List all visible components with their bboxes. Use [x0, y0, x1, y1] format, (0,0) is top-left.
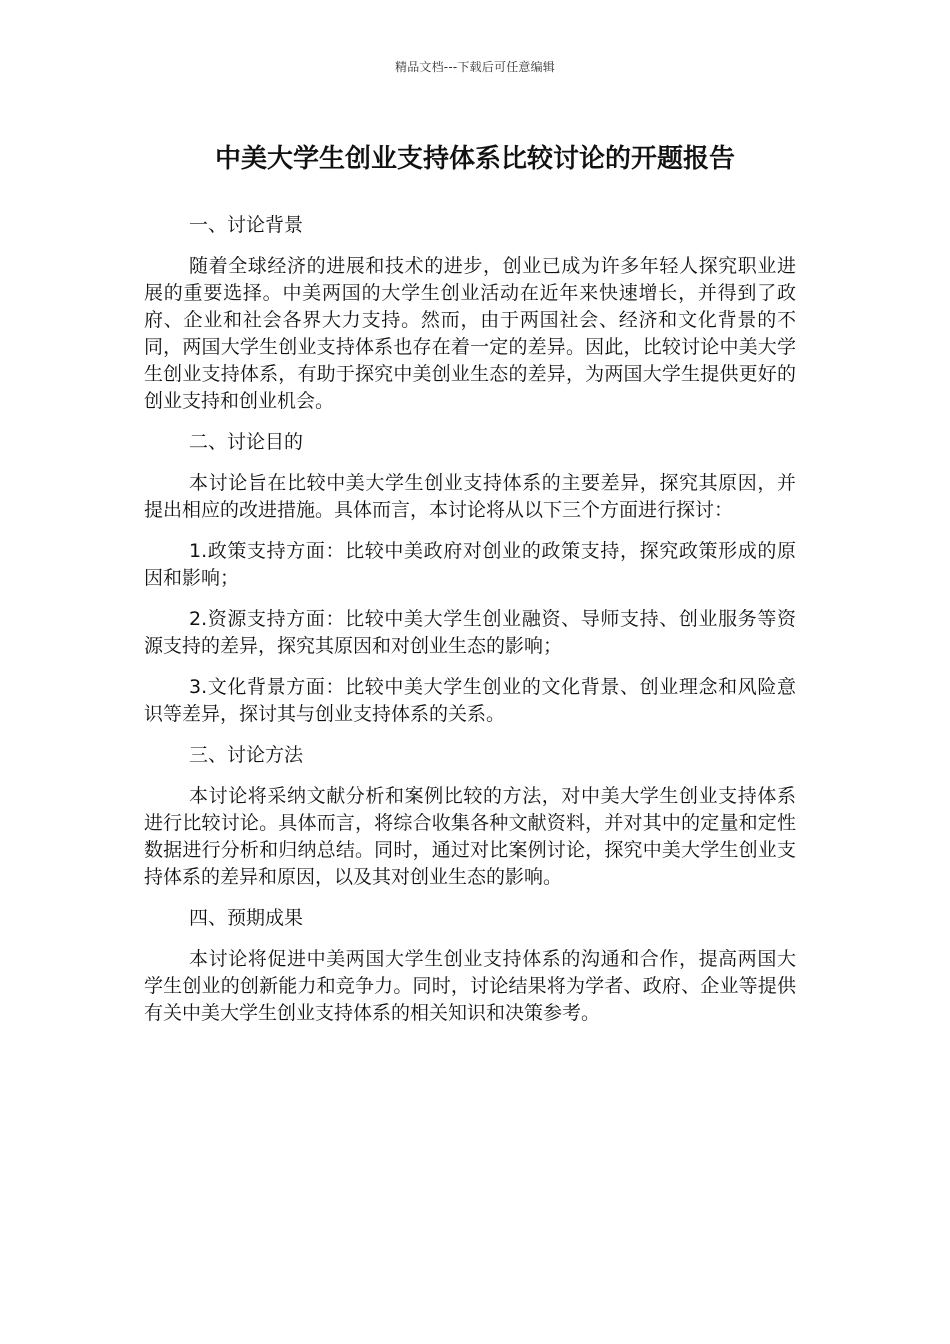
section-heading: 四、预期成果: [189, 907, 304, 929]
list-item: 3.文化背景方面：比较中美大学生创业的文化背景、创业理念和风险意识等差异，探讨其与创业支持体系的关系。: [144, 676, 796, 725]
section-purpose: [144, 429, 796, 728]
list-item: 1.政策支持方面：比较中美政府对创业的政策支持，探究政策形成的原因和影响；: [144, 540, 796, 589]
section-expected-results: [144, 905, 796, 1027]
section-heading: 三、讨论方法: [189, 744, 304, 766]
document-title: 中美大学生创业支持体系比较讨论的开题报告: [214, 144, 735, 174]
header-note: 精品文档---下载后可任意编辑: [395, 60, 555, 74]
paragraph: 本讨论将促进中美两国大学生创业支持体系的沟通和合作，提高两国大学生创业的创新能力和竞争力。同时，讨论结果将为学者、政府、企业等提供有关中美大学生创业支持体系的相关知识和决策参考。: [144, 948, 796, 1024]
section-methods: [144, 742, 796, 891]
section-heading: 二、讨论目的: [189, 431, 304, 453]
section-background: [144, 212, 796, 415]
section-heading: 一、讨论背景: [189, 214, 304, 236]
document-body: [144, 212, 796, 1041]
list-item: 2.资源支持方面：比较中美大学生创业融资、导师支持、创业服务等资源支持的差异，探究其原因和对创业生态的影响；: [144, 608, 796, 657]
paragraph: 随着全球经济的进展和技术的进步，创业已成为许多年轻人探究职业进展的重要选择。中美两国的大学生创业活动在近年来快速增长，并得到了政府、企业和社会各界大力支持。然而，由于两国社会、经济和文化背景的不同，两国大学生创业支持体系也存在着一定的差异。因此，比较讨论中美大学生创业支持体系，有助于探究中美创业生态的差异，为两国大学生提供更好的创业支持和创业机会。: [144, 255, 796, 412]
paragraph: 本讨论旨在比较中美大学生创业支持体系的主要差异，探究其原因，并提出相应的改进措施。具体而言，本讨论将从以下三个方面进行探讨：: [144, 472, 796, 521]
paragraph: 本讨论将采纳文献分析和案例比较的方法，对中美大学生创业支持体系进行比较讨论。具体而言，将综合收集各种文献资料，并对其中的定量和定性数据进行分析和归纳总结。同时，通过对比案例讨论，探究中美大学生创业支持体系的差异和原因，以及其对创业生态的影响。: [144, 785, 796, 888]
